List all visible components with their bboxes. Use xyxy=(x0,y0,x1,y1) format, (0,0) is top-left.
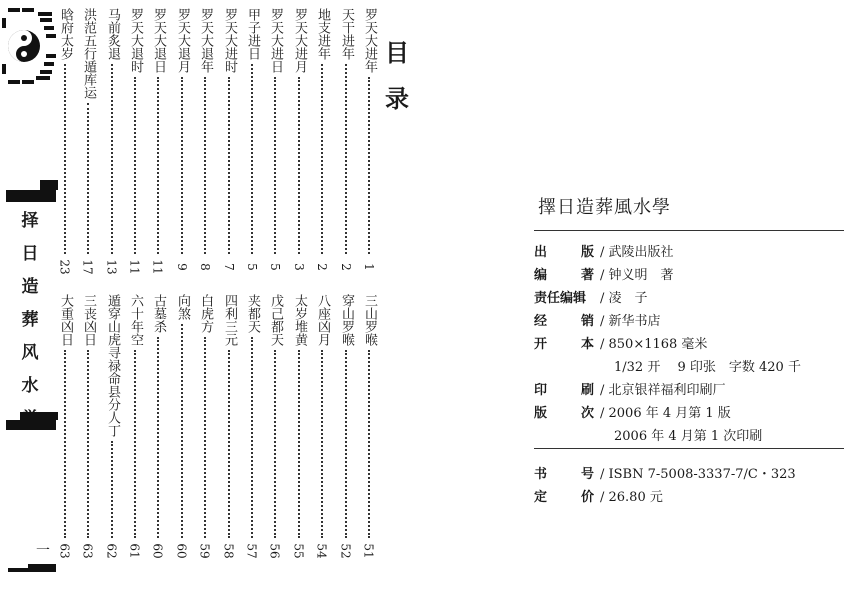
dot-leader xyxy=(134,77,136,254)
toc-entry[interactable] xyxy=(149,294,167,560)
toc-entry-title: 甲子进日 xyxy=(245,8,260,60)
info-label: 定 价 xyxy=(534,490,594,505)
spine-title-char: 风 xyxy=(21,343,39,363)
info-row xyxy=(534,264,844,287)
toc-entry-title: 向煞 xyxy=(175,294,190,320)
toc-entry-page: 52 xyxy=(339,543,353,559)
toc-entry-page: 57 xyxy=(245,543,259,559)
toc-entry[interactable] xyxy=(313,294,331,560)
toc-entry[interactable] xyxy=(337,8,355,276)
dot-leader xyxy=(111,441,113,538)
info-value: / 26.80 元 xyxy=(600,490,663,505)
toc-entry-page: 54 xyxy=(315,543,329,559)
toc-entry-page: 59 xyxy=(198,543,212,559)
info-value: / 北京银祥福利印刷厂 xyxy=(600,383,726,398)
toc-entry[interactable] xyxy=(290,8,308,276)
info-label: 责任编辑 xyxy=(534,291,587,306)
info-value: / 2006 年 4 月第 1 版 xyxy=(600,406,731,421)
toc-entry-title: 马前炙退 xyxy=(105,8,120,60)
toc-entry-page: 9 xyxy=(174,263,189,271)
toc-entry[interactable] xyxy=(173,8,191,276)
toc-entry[interactable] xyxy=(360,8,378,276)
toc-entry[interactable] xyxy=(79,8,97,276)
publication-info-isbn xyxy=(534,463,844,509)
toc-entry-title: 三山罗喉 xyxy=(362,294,377,346)
info-value: / ISBN 7-5008-3337-7/C・323 xyxy=(600,467,796,482)
toc-entry-page: 2 xyxy=(338,263,353,271)
toc-entry-title: 古墓杀 xyxy=(151,294,166,333)
toc-entry-page: 63 xyxy=(81,543,95,559)
toc-entry-page: 13 xyxy=(105,259,119,275)
toc-entry-page: 62 xyxy=(105,543,119,559)
toc-heading-char: 录 xyxy=(385,85,409,113)
dot-leader xyxy=(111,64,113,254)
toc-entry[interactable] xyxy=(173,294,191,560)
toc-entry-title: 遁穿山虎寻禄命县分人丁 xyxy=(105,294,120,437)
toc-entry[interactable] xyxy=(56,8,74,276)
toc-entry-title: 大重凶日 xyxy=(58,294,73,346)
toc-entry-page: 60 xyxy=(175,543,189,559)
info-label: 印 刷 xyxy=(534,383,594,398)
dot-leader xyxy=(298,350,300,538)
spine-title-char: 葬 xyxy=(21,310,39,330)
dot-leader xyxy=(181,77,183,254)
dot-leader xyxy=(204,77,206,254)
info-row xyxy=(534,402,844,425)
dot-leader xyxy=(228,350,230,538)
toc-entry-title: 太岁堆黄 xyxy=(292,294,307,346)
info-row xyxy=(534,379,844,402)
toc-entry-title: 八座凶月 xyxy=(315,294,330,346)
toc-entry-page: 51 xyxy=(362,543,376,559)
toc-entry-page: 61 xyxy=(128,543,142,559)
toc-entry-title: 罗天大退日 xyxy=(151,8,166,73)
dot-leader xyxy=(64,350,66,538)
toc-entry[interactable] xyxy=(220,8,238,276)
spine-title-char: 日 xyxy=(21,244,39,264)
dot-leader xyxy=(204,337,206,538)
toc-heading-char: 目 xyxy=(385,39,409,67)
info-row xyxy=(534,463,844,486)
toc-entry-title: 罗天大进时 xyxy=(222,8,237,73)
dot-leader xyxy=(251,337,253,538)
toc-entry-title: 罗天大进月 xyxy=(292,8,307,73)
dot-leader xyxy=(157,77,159,254)
toc-entry-page: 11 xyxy=(151,259,165,275)
dot-leader xyxy=(274,350,276,538)
toc-entry-title: 罗天大进日 xyxy=(268,8,283,73)
toc-entry-page: 11 xyxy=(128,259,142,275)
info-label: 书 号 xyxy=(534,467,594,482)
toc-entry-page: 55 xyxy=(292,543,306,559)
divider xyxy=(534,230,844,231)
toc-entry-page: 7 xyxy=(221,263,236,271)
info-value: / 武陵出版社 xyxy=(600,245,674,260)
toc-entry[interactable] xyxy=(126,8,144,276)
bagua-emblem-icon xyxy=(2,4,58,88)
book-title: 擇日造葬風水學 xyxy=(538,197,671,218)
toc-entry[interactable] xyxy=(149,8,167,276)
dot-leader xyxy=(87,103,89,254)
dot-leader xyxy=(345,350,347,538)
copyright-page xyxy=(534,196,844,509)
toc-entry[interactable] xyxy=(196,294,214,560)
toc-entry[interactable] xyxy=(220,294,238,560)
info-value: 2006 年 4 月第 1 次印刷 xyxy=(614,429,763,444)
toc-entry[interactable] xyxy=(266,294,284,560)
toc-entry-page: 1 xyxy=(361,263,376,271)
toc-entry-page: 56 xyxy=(268,543,282,559)
toc-entry-title: 罗天大退月 xyxy=(175,8,190,73)
toc-entry-title: 穿山罗喉 xyxy=(339,294,354,346)
toc-entry-title: 晗府太岁 xyxy=(58,8,73,60)
info-value: / 钟义明 著 xyxy=(600,268,674,283)
spine-strip xyxy=(0,0,60,594)
toc-entry-title: 天干进年 xyxy=(339,8,354,60)
toc-entry-title: 戊己都天 xyxy=(268,294,283,346)
toc-entry-page: 58 xyxy=(222,543,236,559)
toc-heading xyxy=(382,30,412,122)
info-row xyxy=(534,287,844,310)
publication-info xyxy=(534,241,844,448)
dot-leader xyxy=(368,350,370,538)
toc-entry-page: 5 xyxy=(267,263,282,271)
dot-leader xyxy=(321,350,323,538)
info-value: / 850×1168 毫米 xyxy=(600,337,708,352)
dot-leader xyxy=(298,77,300,254)
toc-entry-title: 罗天大进年 xyxy=(362,8,377,73)
toc-entry-page: 60 xyxy=(151,543,165,559)
toc-entry-title: 罗天大退时 xyxy=(128,8,143,73)
dot-leader xyxy=(64,64,66,254)
toc-entry[interactable] xyxy=(337,294,355,560)
info-label: 经 销 xyxy=(534,314,594,329)
dot-leader xyxy=(274,77,276,254)
info-row xyxy=(534,333,844,356)
toc-entry-title: 六十年空 xyxy=(128,294,143,346)
toc-entry-page: 2 xyxy=(314,263,329,271)
toc-entry[interactable] xyxy=(266,8,284,276)
info-label: 版 次 xyxy=(534,406,594,421)
toc-entry-title: 白虎方 xyxy=(198,294,213,333)
toc-entry[interactable] xyxy=(360,294,378,560)
dot-leader xyxy=(345,64,347,254)
info-label: 编 著 xyxy=(534,268,594,283)
toc-entry-title: 罗天大退年 xyxy=(198,8,213,73)
toc-entry[interactable] xyxy=(103,294,121,560)
toc-entry[interactable] xyxy=(196,8,214,276)
toc-entry-title: 四利三元 xyxy=(222,294,237,346)
toc-entry-page: 5 xyxy=(244,263,259,271)
dot-leader xyxy=(228,77,230,254)
toc-entry[interactable] xyxy=(243,294,261,560)
info-label: 开 本 xyxy=(534,337,594,352)
toc-entry[interactable] xyxy=(103,8,121,276)
dot-leader xyxy=(87,350,89,538)
toc-entry[interactable] xyxy=(126,294,144,560)
toc-entry-title: 夹都天 xyxy=(245,294,260,333)
info-label: 出 版 xyxy=(534,245,594,260)
spine-bar xyxy=(6,420,56,430)
toc-entry-title: 三丧凶日 xyxy=(81,294,96,346)
info-row xyxy=(534,425,844,448)
toc-entry[interactable] xyxy=(313,8,331,276)
divider xyxy=(8,568,56,572)
dot-leader xyxy=(157,337,159,538)
divider xyxy=(534,448,844,449)
info-row xyxy=(534,241,844,264)
info-row xyxy=(534,356,844,379)
spine-title xyxy=(10,205,50,436)
toc-entry-page: 17 xyxy=(81,259,95,275)
toc-entry-page: 23 xyxy=(58,259,72,275)
toc-entry-page: 3 xyxy=(291,263,306,271)
dot-leader xyxy=(321,64,323,254)
dot-leader xyxy=(368,77,370,254)
info-value: / 凌 子 xyxy=(600,291,648,306)
spine-bar xyxy=(20,412,58,420)
page-number: 一 xyxy=(36,543,50,559)
spine-bar xyxy=(6,190,56,202)
toc-entry-page: 63 xyxy=(58,543,72,559)
dot-leader xyxy=(181,324,183,538)
spine-title-char: 择 xyxy=(21,211,39,231)
info-row xyxy=(534,486,844,509)
spine-title-char: 水 xyxy=(21,376,39,396)
toc-entry[interactable] xyxy=(79,294,97,560)
toc-entry-title: 地支进年 xyxy=(315,8,330,60)
toc-entry-page: 8 xyxy=(197,263,212,271)
toc-entry-title: 洪范五行遁库运 xyxy=(81,8,96,99)
dot-leader xyxy=(134,350,136,538)
spine-title-char: 造 xyxy=(21,277,39,297)
info-value: 1/32 开 9 印张 字数 420 千 xyxy=(614,360,801,375)
dot-leader xyxy=(251,64,253,254)
toc-entry[interactable] xyxy=(290,294,308,560)
info-row xyxy=(534,310,844,333)
toc-entry[interactable] xyxy=(56,294,74,560)
info-value: / 新华书店 xyxy=(600,314,661,329)
toc-entry[interactable] xyxy=(243,8,261,276)
